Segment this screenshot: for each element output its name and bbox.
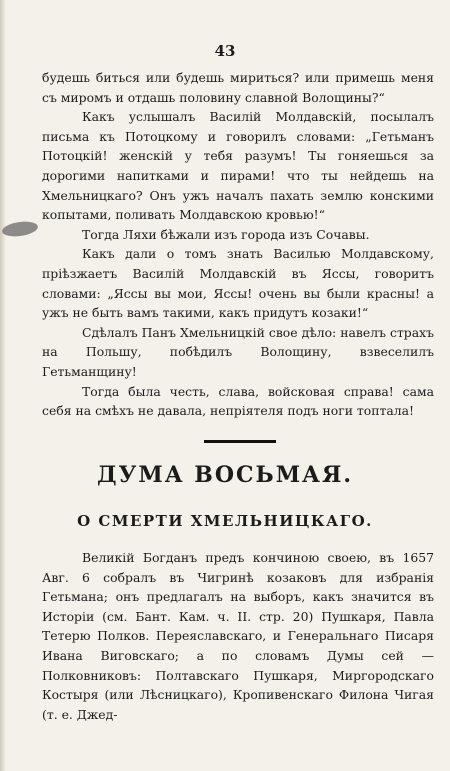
- ink-smudge: [1, 220, 39, 239]
- intro-paragraph: Великій Богданъ предъ кончиною своею, въ 1657 Авг. 6 собралъ въ Чигринѣ козаковъ для избранія Гетьмана; онъ предлагалъ на выборъ, какъ значится въ Исторіи (см. Бант. Кам. ч. II. стр. 20) Пушкаря, Павла Тетерю Полков. Переяславскаго, и Генеральнаго Писаря Ивана Виговскаго; а по словамъ Думы сей — Полковниковъ: Полтавскаго Пушкаря, Миргородскаго Костыря (или Лѣсницкаго), Кропивенскаго Филона Чигая (т. е. Джед-: [42, 550, 434, 722]
- paragraph-5: Сдѣлалъ Панъ Хмельницкій свое дѣло: навелъ страхъ на Польшу, побѣдилъ Волощину, взвеселилъ Гетьманщину!: [42, 324, 434, 379]
- section-divider: [204, 440, 276, 443]
- paragraph-3: Тогда Ляхи бѣжали изъ города изъ Сочавы.: [82, 226, 370, 242]
- duma-text-continued: [42, 68, 434, 421]
- duma-title: ДУМА ВОСЬМАЯ.: [96, 462, 354, 488]
- page-number: 43: [214, 42, 236, 60]
- duma-intro: [42, 548, 434, 724]
- duma-subtitle: О СМЕРТИ ХМЕЛЬНИЦКАГО.: [77, 512, 373, 530]
- paragraph-1: будешь биться или будешь мириться? или примешь меня съ миромъ и отдашь половину славной Волощины?“: [42, 70, 434, 105]
- paragraph-6: Тогда была честь, слава, войсковая справа! сама себя на смѣхъ не давала, непріятеля подъ ноги топтала!: [42, 383, 434, 419]
- page-edge-shadow: [0, 0, 6, 771]
- paragraph-4: Какъ дали о томъ знать Василью Молдавскому, пріѣзжаетъ Василій Молдавскій въ Яссы, говоритъ словами: „Яссы вы мои, Яссы! очень вы были красны! а ужъ не быть вамъ такими, какъ придутъ козаки!“: [42, 246, 434, 321]
- paragraph-2: Какъ услышалъ Василій Молдавскій, посылалъ письма къ Потоцкому и говорилъ словами: „Гетьманъ Потоцкій! женскій у тебя разумъ! Ты гоняешься за дорогими напитками и пирами! что ты нейдешь на Хмельницкаго? Онъ ужъ началъ пахать землю конскими копытами, поливать Молдавскою кровью!“: [42, 109, 434, 223]
